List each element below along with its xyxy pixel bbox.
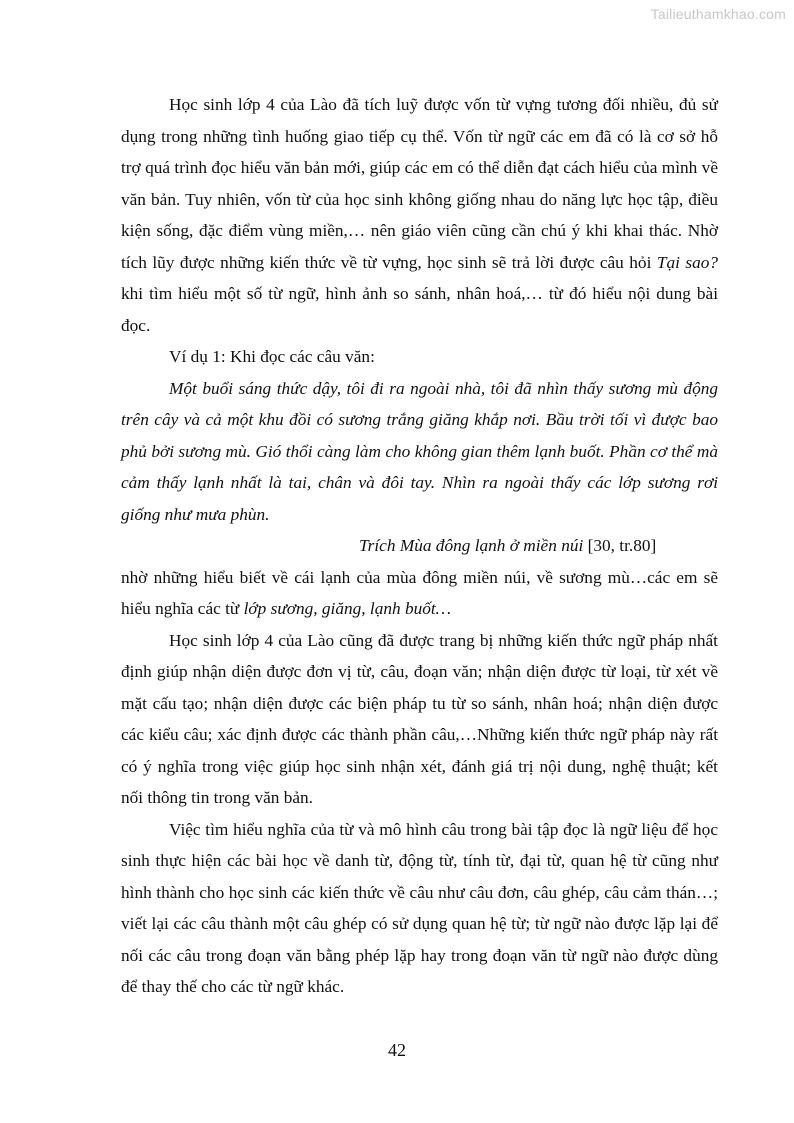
citation-source: Trích Mùa đông lạnh ở miền núi: [359, 536, 584, 555]
example-intro: Ví dụ 1: Khi đọc các câu văn:: [169, 347, 375, 366]
paragraph-continuation: [121, 562, 718, 625]
italic-phrase: Tại sao?: [656, 252, 718, 272]
quoted-passage: Một buổi sáng thức dậy, tôi đi ra ngoài nhà, tôi đã nhìn thấy sương mù động trên cây và cả một khu đồi có sương trắng giăng khắp nơi. Bầu trời tối vì được bao phủ bởi sương mù. Gió thổi càng làm cho không gian thêm lạnh buốt. Phần cơ thể mà cảm thấy lạnh nhất là tai, chân và đôi tay. Nhìn ra ngoài thấy các lớp sương rơi giống như mưa phùn.: [121, 378, 718, 524]
paragraph-text: khi tìm hiểu một số từ ngữ, hình ảnh so sánh, nhân hoá,… từ đó hiểu nội dung bài đọc.: [121, 284, 718, 335]
citation: [121, 530, 718, 562]
paragraph-text: nhờ những hiểu biết về cái lạnh của mùa đông miền núi, về sương mù…các em sẽ hiểu nghĩa các từ: [121, 567, 718, 618]
document-body: [121, 89, 718, 1003]
page-number: 42: [388, 1040, 406, 1060]
citation-reference: [30, tr.80]: [583, 536, 657, 555]
watermark: Tailieuthamkhao.com: [650, 6, 786, 22]
paragraph-text: Học sinh lớp 4 của Lào đã tích luỹ được vốn từ vựng tương đối nhiều, đủ sử dụng trong những tình huống giao tiếp cụ thể. Vốn từ ngữ các em đã có là cơ sở hỗ trợ quá trình đọc hiểu văn bản mới, giúp các em có thể diễn đạt cách hiểu của mình về văn bản. Tuy nhiên, vốn từ của học sinh không giống nhau do năng lực học tập, điều kiện sống, đặc điểm vùng miền,… nên giáo viên cũng cần chú ý khi khai thác. Nhờ tích lũy được những kiến thức về từ vựng, học sinh sẽ trả lời được câu hỏi: [121, 95, 718, 272]
italic-phrase: lớp sương, giăng, lạnh buốt…: [243, 599, 452, 618]
paragraph-word-meaning: Việc tìm hiểu nghĩa của từ và mô hình câu trong bài tập đọc là ngữ liệu để học sinh thực hiện các bài học về danh từ, động từ, tính từ, đại từ, quan hệ từ cũng như hình thành cho học sinh các kiến thức về câu như câu đơn, câu ghép, câu cảm thán…; viết lại các câu thành một câu ghép có sử dụng quan hệ từ; từ ngữ nào được lặp lại để nối các câu trong đoạn văn bằng phép lặp hay trong đoạn văn từ ngữ nào được dùng để thay thế cho các từ ngữ khác.: [121, 819, 718, 996]
paragraph-grammar: Học sinh lớp 4 của Lào cũng đã được trang bị những kiến thức ngữ pháp nhất định giúp nhận diện được đơn vị từ, câu, đoạn văn; nhận diện được từ loại, từ xét về mặt cấu tạo; nhận diện được các biện pháp tu từ so sánh, nhân hoá; nhận diện được các kiểu câu; xác định được các thành phần câu,…Những kiến thức ngữ pháp này rất có ý nghĩa trong việc giúp học sinh nhận xét, đánh giá trị nội dung, nghệ thuật; kết nối thông tin trong văn bản.: [121, 630, 718, 807]
paragraph-vocabulary: [121, 89, 718, 341]
